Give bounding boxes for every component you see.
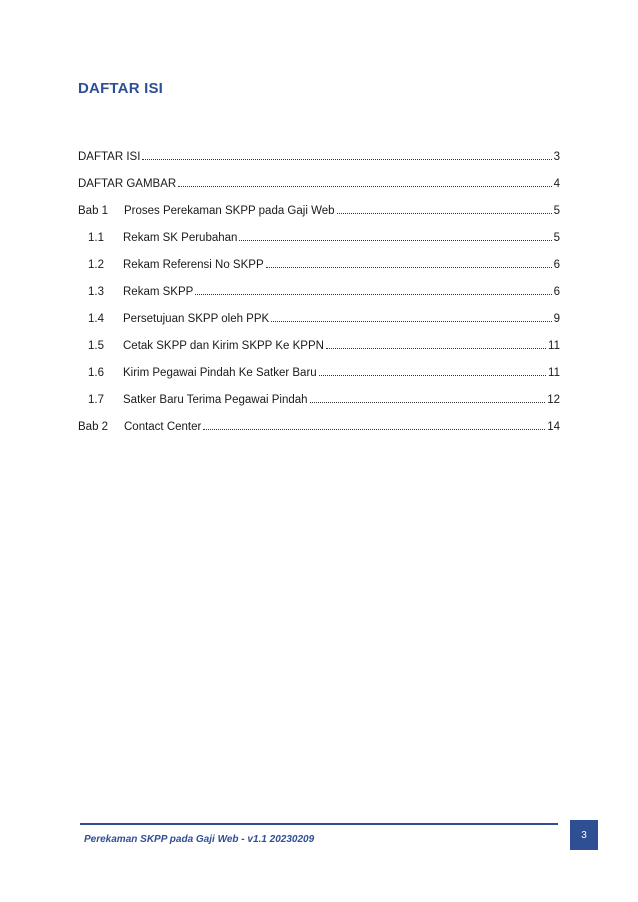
toc-entry-title: Kirim Pegawai Pindah Ke Satker Baru <box>123 367 317 379</box>
toc-entry-title: Cetak SKPP dan Kirim SKPP Ke KPPN <box>123 340 324 352</box>
toc-dot-leader <box>239 240 551 241</box>
toc-entry-title: DAFTAR GAMBAR <box>78 178 177 190</box>
page-number: 3 <box>581 829 587 841</box>
toc-entry-title: Proses Perekaman SKPP pada Gaji Web <box>124 205 335 217</box>
page-title: DAFTAR ISI <box>78 80 164 97</box>
toc-entry-1-6[interactable] <box>78 352 560 379</box>
toc-entry-page: 14 <box>547 421 560 433</box>
toc-entry-title: Persetujuan SKPP oleh PPK <box>123 313 270 325</box>
toc-entry-number: 1.7 <box>88 394 104 406</box>
toc-entry-page: 4 <box>553 178 560 190</box>
toc-entry-title: Satker Baru Terima Pegawai Pindah <box>123 394 308 406</box>
toc-entry-1-4[interactable] <box>78 298 560 325</box>
footer-divider <box>80 823 558 825</box>
toc-entry-daftar-gambar[interactable] <box>78 163 560 190</box>
toc-entry-page: 11 <box>548 340 560 352</box>
toc-entry-number: 1.3 <box>88 286 104 298</box>
toc-entry-title: Rekam SKPP <box>123 286 194 298</box>
toc-entry-title: DAFTAR ISI <box>78 151 141 163</box>
toc-entry-number: Bab 1 <box>78 205 109 217</box>
toc-entry-1-2[interactable] <box>78 244 560 271</box>
toc-entry-number: 1.1 <box>88 232 104 244</box>
toc-dot-leader <box>319 375 546 376</box>
toc-dot-leader <box>310 402 546 403</box>
toc-entry-1-1[interactable] <box>78 217 560 244</box>
toc-entry-title: Contact Center <box>124 421 202 433</box>
toc-dot-leader <box>271 321 551 322</box>
toc-dot-leader <box>142 159 551 160</box>
toc-entry-number: Bab 2 <box>78 421 109 433</box>
toc-entry-number: 1.6 <box>88 367 104 379</box>
toc-entry-bab-2[interactable] <box>78 406 560 433</box>
toc-entry-page: 3 <box>553 151 560 163</box>
toc-dot-leader <box>326 348 546 349</box>
toc-entry-1-3[interactable] <box>78 271 560 298</box>
toc-entry-page: 5 <box>553 205 560 217</box>
toc-entry-bab-1[interactable] <box>78 190 560 217</box>
toc-dot-leader <box>203 429 545 430</box>
toc-entry-number: 1.2 <box>88 259 104 271</box>
toc-entry-page: 11 <box>548 367 560 379</box>
toc-entry-page: 6 <box>553 259 560 271</box>
toc-entry-page: 12 <box>547 394 560 406</box>
toc-entry-number: 1.5 <box>88 340 104 352</box>
toc-entry-daftar-isi[interactable] <box>78 136 560 163</box>
footer-document-title: Perekaman SKPP pada Gaji Web - v1.1 20230209 <box>84 834 315 845</box>
toc-entry-1-5[interactable] <box>78 325 560 352</box>
toc-entry-number: 1.4 <box>88 313 104 325</box>
toc-dot-leader <box>195 294 551 295</box>
toc-entry-page: 5 <box>553 232 560 244</box>
toc-dot-leader <box>178 186 551 187</box>
toc-entry-1-7[interactable] <box>78 379 560 406</box>
toc-entry-title: Rekam Referensi No SKPP <box>123 259 264 271</box>
toc-entry-page: 9 <box>553 313 560 325</box>
toc-entry-page: 6 <box>553 286 560 298</box>
page-number-badge <box>570 820 598 850</box>
toc-dot-leader <box>337 213 552 214</box>
toc-dot-leader <box>266 267 552 268</box>
toc-entry-title: Rekam SK Perubahan <box>123 232 238 244</box>
table-of-contents <box>78 136 560 433</box>
